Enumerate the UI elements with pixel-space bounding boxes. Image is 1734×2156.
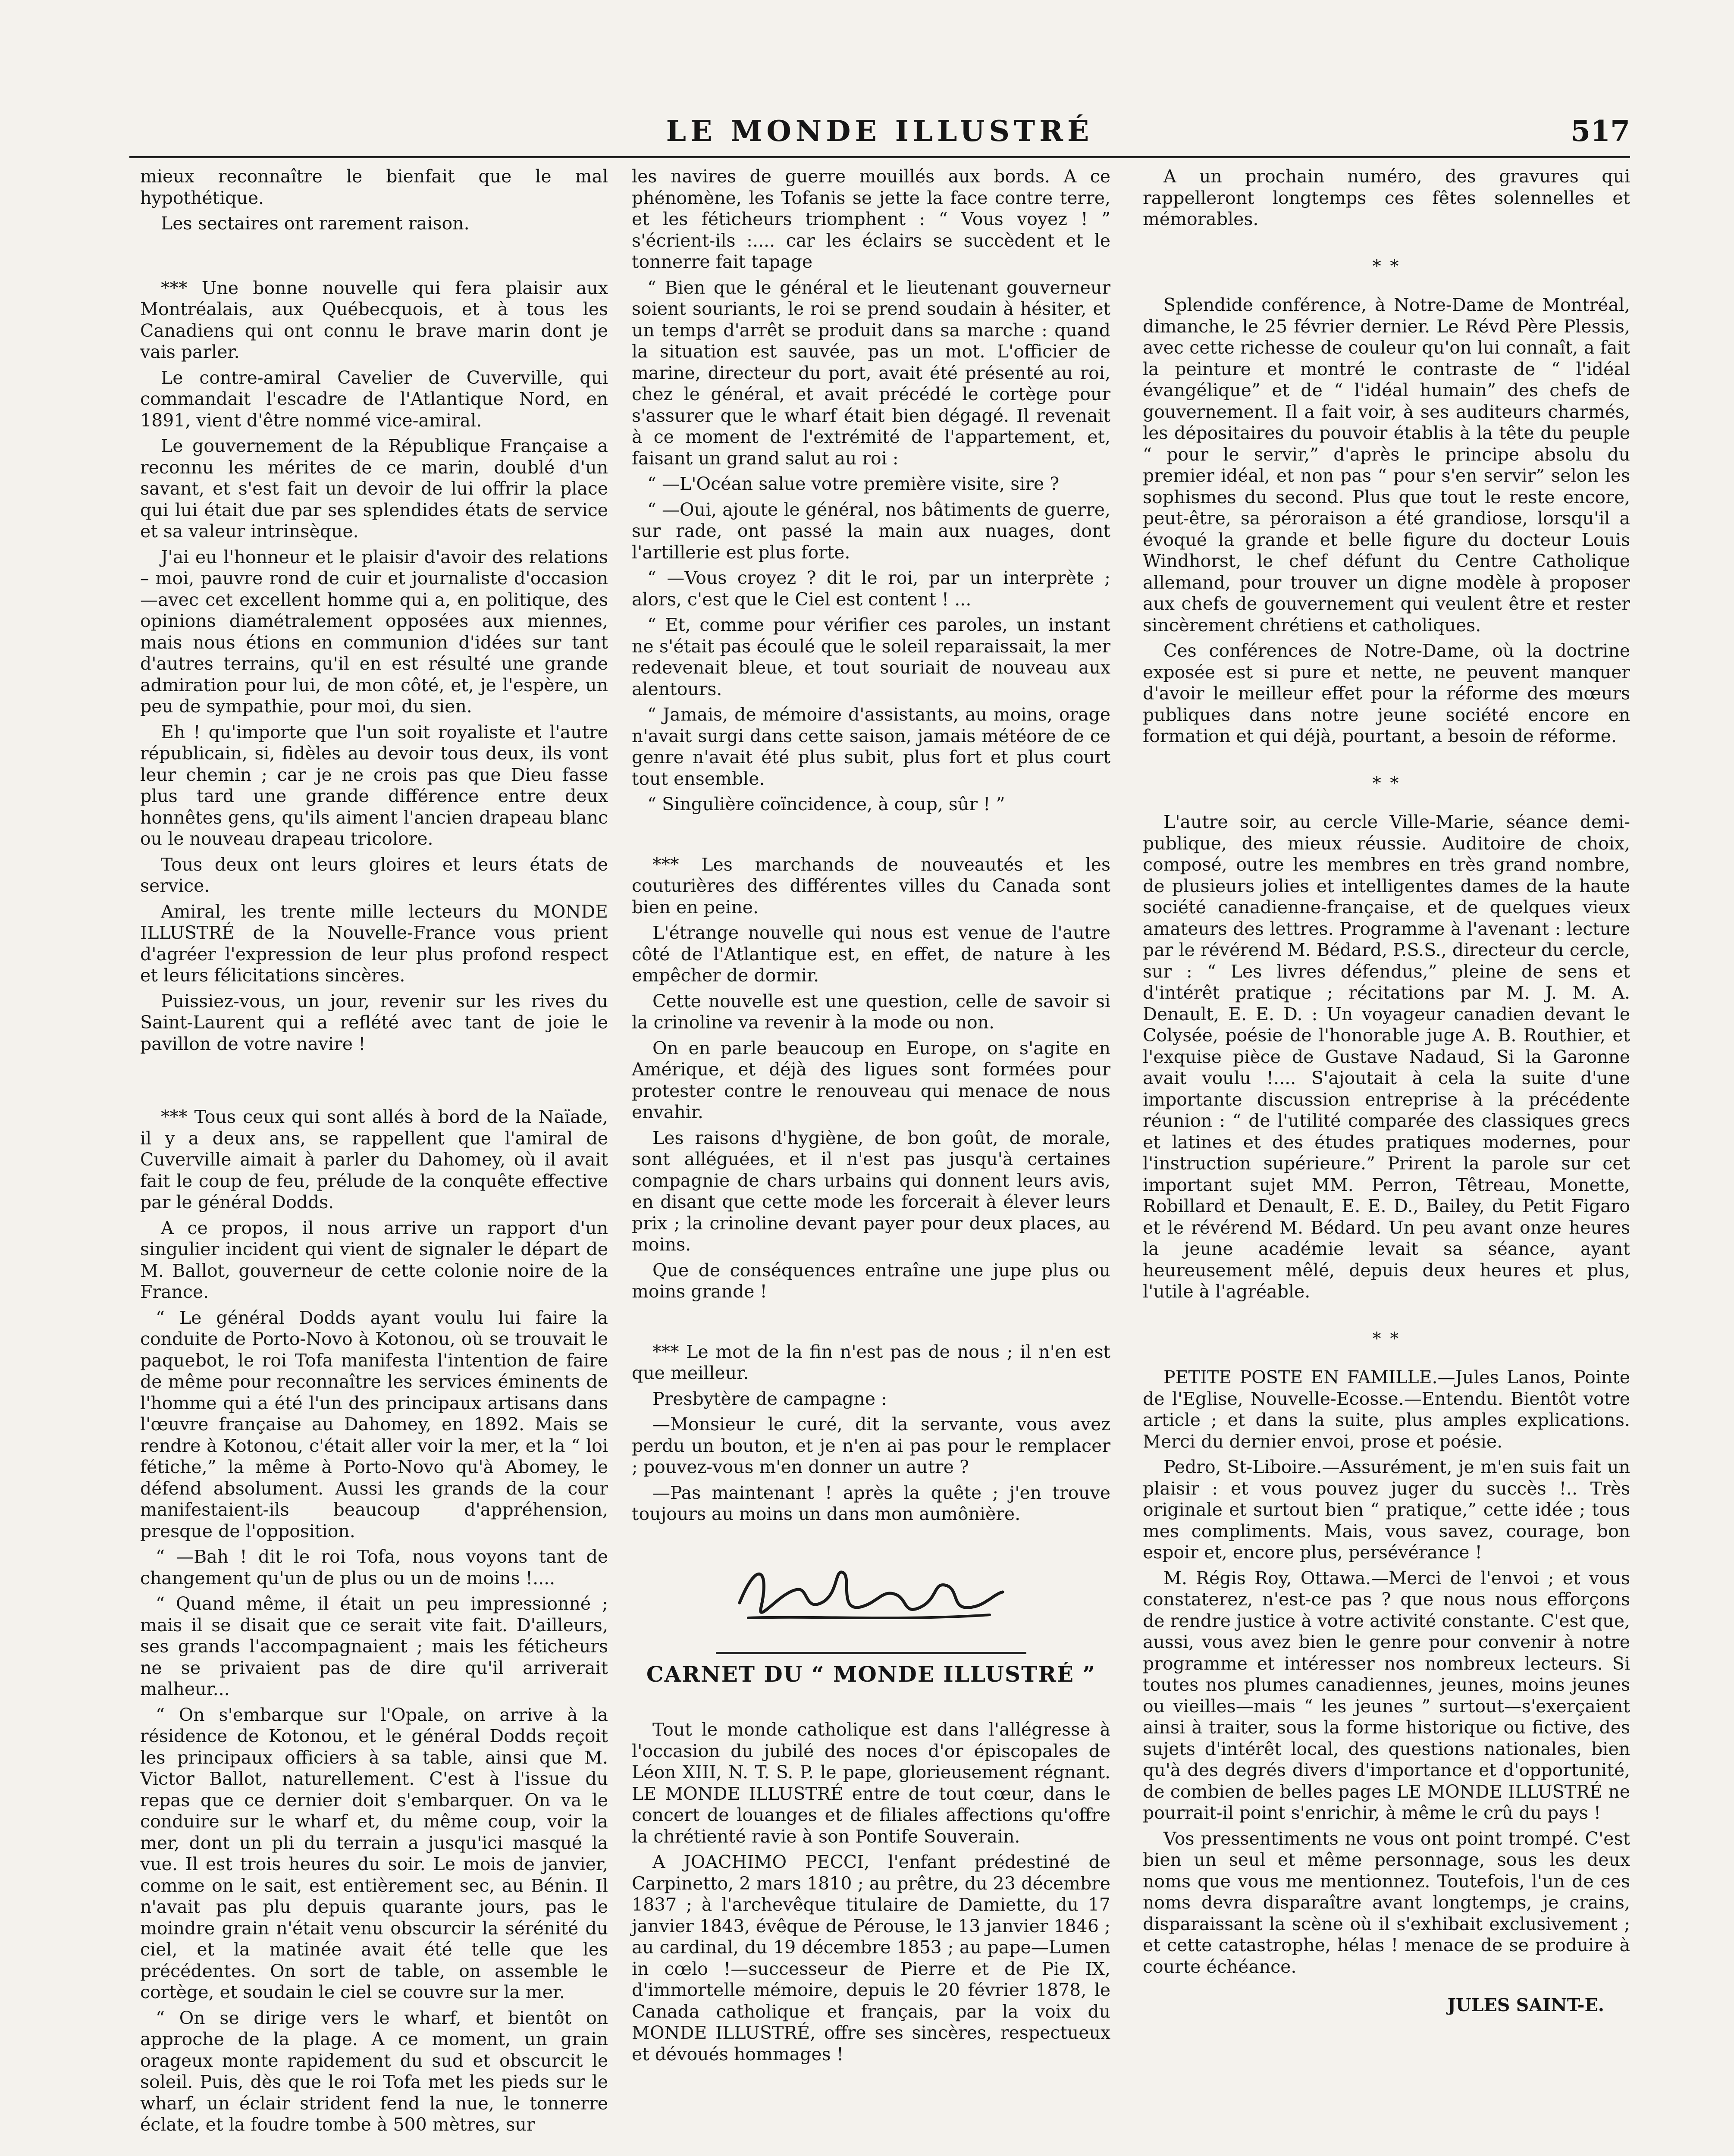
- col2-paragraph: Les raisons d'hygiène, de bon goût, de morale, sont alléguées, et il n'est pas jusqu'à certaines compagnie de chars urbains qui donnent leurs avis, en disant que cette mode les forcerait à élever leurs prix ; la crinoline devant payer pour deux places, au moins.: [632, 1127, 1110, 1255]
- col1-paragraph: “ Quand même, il était un peu impressionné ; mais il se disait que ce serait vite fait. D'ailleurs, ses grands l'accompagnaient ; mais les féticheurs ne se privaient pas de dire qu'il arriverait malheur...: [140, 1593, 608, 1699]
- col1-paragraph: “ Le général Dodds ayant voulu lui faire la conduite de Porto-Novo à Kotonou, où se trouvait le paquebot, le roi Tofa manifesta l'intention de faire de même pour reconnaître les services éminents de l'homme qui a été l'un des principaux artisans dans l'œuvre française au Dahomey, en 1892. Mais se rendre à Kotonou, c'était aller voir la mer, et la “ loi fétiche,” la même à Porto-Novo qu'à Abomey, le défend absolument. Aussi les grands de la cour manifestaient-ils beaucoup d'appréhension, presque de l'opposition.: [140, 1307, 608, 1542]
- col1-paragraph: J'ai eu l'honneur et le plaisir d'avoir des relations – moi, pauvre rond de cuir et journaliste d'occasion—avec cet excellent homme qui a, en politique, des opinions diamétralement opposées aux miennes, mais nous étions en communion d'idées sur tant d'autres terrains, qu'il en est résulté une grande admiration pour lui, de mon côté, et, je l'espère, un peu de sympathie, pour moi, du sien.: [140, 546, 608, 717]
- col2-paragraph: On en parle beaucoup en Europe, on s'agite en Amérique, et déjà des ligues sont formées pour protester contre le renouveau qui menace de nous envahir.: [632, 1037, 1110, 1122]
- col3-paragraph: L'autre soir, au cercle Ville-Marie, séance demi-publique, des mieux réussie. Auditoire de choix, composé, outre les membres en très grand nombre, de plusieurs jolies et intelligentes dames de la haute société canadienne-française, et de quelques vieux amateurs des lettres. Programme à l'avenant : lecture par le révérend M. Bédard, P.S.S., directeur du cercle, sur : “ Les livres défendus,” pleine de sens et d'intérêt pratique ; récitations par M. J. M. A. Denault, E. E. D. : Un voyageur canadien devant le Colysée, poésie de l'honorable juge A. B. Routhier, et l'exquise pièce de Gustave Nadaud, Si la Garonne avait voulu !.... S'ajoutait à cela la suite d'une importante discussion entreprise à la précédente réunion : “ de l'utilité comparée des classiques grecs et latines et des études pratiques modernes, pour l'instruction supérieure.” Prirent la parole sur cet important sujet MM. Perron, Têtreau, Monette, Robillard et Denault, E. E. D., Bailey, du Petit Figaro et le révérend M. Bédard. Un peu avant onze heures la jeune académie levait sa séance, ayant heureusement mêlé, depuis deux heures et plus, l'utile à l'agréable.: [1143, 812, 1630, 1302]
- column-2: [632, 166, 1110, 2069]
- col2-paragraph: —Monsieur le curé, dit la servante, vous avez perdu un bouton, et je n'en ai pas pour le remplacer ; pouvez-vous m'en donner un autre ?: [632, 1414, 1110, 1477]
- signature-scribble-icon: [731, 1542, 1007, 1637]
- col2-paragraph: *** Les marchands de nouveautés et les couturières des différentes villes du Canada sont bien en peine.: [632, 854, 1110, 918]
- col2-paragraph: Presbytère de campagne :: [652, 1388, 887, 1409]
- col1-paragraph: Le contre-amiral Cavelier de Cuverville, qui commandait l'escadre de l'Atlantique Nord, en 1891, vient d'être nommé vice-amiral.: [140, 367, 608, 431]
- col2-paragraph: les navires de guerre mouillés aux bords. A ce phénomène, les Tofanis se jette la face contre terre, et les féticheurs triomphent : “ Vous voyez ! ” s'écrient-ils :.... car les éclairs se succèdent et le tonnerre fait tapage: [632, 166, 1110, 272]
- col2-paragraph: Que de conséquences entraîne une jupe plus ou moins grande !: [632, 1260, 1110, 1302]
- separator-asterisks: * *: [1372, 256, 1401, 276]
- publication-title: LE MONDE ILLUSTRÉ: [666, 114, 1094, 148]
- col2-paragraph: —Pas maintenant ! après la quête ; j'en trouve toujours au moins un dans mon aumônière.: [632, 1482, 1110, 1524]
- col3-paragraph: Vos pressentiments ne vous ont point trompé. C'est bien un seul et même personnage, sous les deux noms que vous me mentionnez. Toutefois, l'un de ces noms devra disparaître avant longtemps, je crains, disparaissant la scène où il s'exhibait exclusivement ; et cette catastrophe, hélas ! menace de se produire à courte échéance.: [1143, 1828, 1630, 1977]
- col1-paragraph: mieux reconnaître le bienfait que le mal hypothétique.: [140, 166, 608, 208]
- col1-paragraph: A ce propos, il nous arrive un rapport d'un singulier incident qui vient de signaler le départ de M. Ballot, gouverneur de cette colonie noire de la France.: [140, 1217, 608, 1302]
- col2-paragraph: Cette nouvelle est une question, celle de savoir si la crinoline va revenir à la mode ou non.: [632, 990, 1110, 1033]
- col3-paragraph: Splendide conférence, à Notre-Dame de Montréal, dimanche, le 25 février dernier. Le Révd Père Plessis, avec cette richesse de couleur qu'on lui connaît, a fait la peinture et montré le contraste de “ l'idéal évangélique” et de “ l'idéal humain” des chefs de gouvernement. Il a fait voir, à ses auditeurs charmés, les dépositaires du pouvoir établis à la tête du peuple “ pour le servir,” d'après le principe absolu du premier idéal, et non pas “ pour s'en servir” selon les sophismes du second. Plus que tout le reste encore, peut-être, sa péroraison a été grandiose, lorsqu'il a évoqué la grande et belle figure du docteur Louis Windhorst, le chef défunt du Centre Catholique allemand, pour trouver un digne modèle à proposer aux chefs de gouvernement qui veulent être et rester sincèrement chrétiens et catholiques.: [1143, 295, 1630, 636]
- col2-paragraph: “ —Vous croyez ? dit le roi, par un interprète ; alors, c'est que le Ciel est content ! ...: [632, 567, 1110, 610]
- col1-paragraph: “ On s'embarque sur l'Opale, on arrive à la résidence de Kotonou, et le général Dodds reçoit les principaux officiers à sa table, ainsi que M. Victor Ballot, naturellement. C'est à l'issue du repas que ce dernier doit s'embarquer. On va le conduire sur le wharf et, du même coup, voir la mer, dont un pli du terrain a jusqu'ici masqué la vue. Il est trois heures du soir. Le mois de janvier, comme on le sait, est entièrement sec, au Bénin. Il n'avait pas plu depuis quarante jours, pas le moindre grain n'était venu obscurcir la sérénité du ciel, et la matinée avait été telle que les précédentes. On sort de table, on assemble le cortège, et soudain le ciel se couvre sur la mer.: [140, 1704, 608, 2002]
- header-rule: [129, 156, 1630, 158]
- page-number: 517: [1571, 114, 1630, 148]
- col1-paragraph: *** Tous ceux qui sont allés à bord de la Naïade, il y a deux ans, se rappellent que l'amiral de Cuverville aimait à parler du Dahomey, où il avait fait le coup de feu, prélude de la conquête effective par le général Dodds.: [140, 1106, 608, 1213]
- col1-paragraph: Amiral, les trente mille lecteurs du MONDE ILLUSTRÉ de la Nouvelle-France vous prient d'agréer l'expression de leur plus profond respect et leurs félicitations sincères.: [140, 901, 608, 986]
- col2-paragraph: “ —Oui, ajoute le général, nos bâtiments de guerre, sur rade, ont passé la main aux nuages, dont l'artillerie est plus forte.: [632, 499, 1110, 563]
- col2-paragraph: L'étrange nouvelle qui nous est venue de l'autre côté de l'Atlantique est, en effet, de nature à les empêcher de dormir.: [632, 922, 1110, 986]
- col3-paragraph: PETITE POSTE EN FAMILLE.—Jules Lanos, Pointe de l'Eglise, Nouvelle-Ecosse.—Entendu. Bientôt votre article ; et dans la suite, plus amples explications. Merci du dernier envoi, prose et poésie.: [1143, 1367, 1630, 1452]
- author-signature: JULES SAINT-E.: [1447, 1995, 1604, 2015]
- col2-paragraph: “ Singulière coïncidence, à coup, sûr ! ”: [647, 794, 1005, 815]
- col1-paragraph: Les sectaires ont rarement raison.: [161, 213, 470, 234]
- column-1: [140, 166, 608, 2140]
- col2-paragraph: A JOACHIMO PECCI, l'enfant prédestiné de Carpinetto, 2 mars 1810 ; au prêtre, du 23 décembre 1837 ; à l'archevêque titulaire de Damiette, du 17 janvier 1843, évêque de Pérouse, le 13 janvier 1846 ; au cardinal, du 19 décembre 1853 ; au pape—Lumen in cœlo !—successeur de Pierre et de Pie IX, d'immortelle mémoire, depuis le 20 février 1878, le Canada catholique et français, par la voix du MONDE ILLUSTRÉ, offre ses sincères, respectueux et dévoués hommages !: [632, 1852, 1110, 2065]
- handwritten-signature: [632, 1538, 1110, 1642]
- col3-paragraph: M. Régis Roy, Ottawa.—Merci de l'envoi ; et vous constaterez, n'est-ce pas ? que nous nous efforçons de rendre justice à votre activité constante. C'est que, aussi, vous avez bien le genre pour convenir à notre programme et intéresser nos nombreux lecteurs. Si toutes nos plumes canadiennes, jeunes, moins jeunes ou vieilles—mais “ les jeunes ” surtout—s'exerçaient ainsi à traiter, sous la forme historique ou fictive, des sujets d'intérêt local, des questions nationales, bien qu'à des degrés divers d'importance et d'opportunité, de combien de belles pages LE MONDE ILLUSTRÉ ne pourrait-il point s'enrichir, à même le crû du pays !: [1143, 1567, 1630, 1823]
- col3-paragraph: Ces conférences de Notre-Dame, où la doctrine exposée est si pure et nette, ne peuvent manquer d'avoir le meilleur effet pour la réforme des mœurs publiques dans notre jeune société encore en formation et qui déjà, pourtant, a besoin de réforme.: [1143, 640, 1630, 746]
- col2-paragraph: “ —L'Océan salue votre première visite, sire ?: [647, 473, 1060, 494]
- col1-paragraph: *** Une bonne nouvelle qui fera plaisir aux Montréalais, aux Québecquois, et à tous les Canadiens qui ont connu le brave marin dont je vais parler.: [140, 277, 608, 362]
- col2-paragraph: “ Bien que le général et le lieutenant gouverneur soient souriants, le roi se prend soudain à hésiter, et un temps d'arrêt se produit dans sa marche : quand la situation est sauvée, pas un mot. L'officier de marine, directeur du port, avait été présenté au roi, chez le général, et avait précédé le cortège pour s'assurer que le wharf était bien dégagé. Il revenait à ce moment de l'extrémité de l'appartement, et, faisant un grand salut au roi :: [632, 277, 1110, 469]
- col1-paragraph: Le gouvernement de la République Française a reconnu les mérites de ce marin, doublé d'un savant, et s'est fait un devoir de lui offrir la place qui lui était due par ses splendides états de service et sa valeur intrinsèque.: [140, 436, 608, 542]
- col2-paragraph: “ Jamais, de mémoire d'assistants, au moins, orage n'avait surgi dans cette saison, jamais météore de ce genre n'avait été plus subit, plus fort et plus court tout ensemble.: [632, 704, 1110, 789]
- col2-paragraph: Tout le monde catholique est dans l'allégresse à l'occasion du jubilé des noces d'or épiscopales de Léon XIII, N. T. S. P. le pape, glorieusement régnant. LE MONDE ILLUSTRÉ entre de tout cœur, dans le concert de louanges et de filiales affections qu'offre la chrétienté ravie à son Pontife Souverain.: [632, 1719, 1110, 1847]
- col3-paragraph: A un prochain numéro, des gravures qui rappelleront longtemps ces fêtes solennelles et mémorables.: [1143, 166, 1630, 229]
- col3-paragraph: Pedro, St-Liboire.—Assurément, je m'en suis fait un plaisir : et vous pouvez juger du succès !.. Très originale et surtout bien “ pratique,” cette idée ; tous mes compliments. Mais, vous savez, courage, bon espoir et, encore plus, persévérance !: [1143, 1457, 1630, 1563]
- masthead: [129, 114, 1630, 153]
- col2-paragraph: “ Et, comme pour vérifier ces paroles, un instant ne s'était pas écoulé que le soleil reparaissait, la mer redevenait bleue, et tout souriait de nouveau aux alentours.: [632, 614, 1110, 699]
- col1-paragraph: Eh ! qu'importe que l'un soit royaliste et l'autre républicain, si, fidèles au devoir tous deux, ils vont leur chemin ; car je ne crois pas que Dieu fasse plus tard une grande différence entre deux honnêtes gens, qu'ils aiment l'ancien drapeau blanc ou le nouveau drapeau tricolore.: [140, 721, 608, 849]
- col2-paragraph: *** Le mot de la fin n'est pas de nous ; il n'en est que meilleur.: [632, 1341, 1110, 1383]
- col1-paragraph: Tous deux ont leurs gloires et leurs états de service.: [140, 854, 608, 896]
- col1-paragraph: Puissiez-vous, un jour, revenir sur les rives du Saint-Laurent qui a reflété avec tant de joie le pavillon de votre navire !: [140, 990, 608, 1054]
- col1-paragraph: “ —Bah ! dit le roi Tofa, nous voyons tant de changement qu'un de plus ou un de moins !....: [140, 1546, 608, 1589]
- separator-asterisks: * *: [1372, 1329, 1401, 1349]
- carnet-heading: CARNET DU “ MONDE ILLUSTRÉ ”: [646, 1661, 1096, 1687]
- separator-asterisks: * *: [1372, 773, 1401, 793]
- col1-paragraph: “ On se dirige vers le wharf, et bientôt on approche de la plage. A ce moment, un grain orageux monte rapidement du sud et obscurcit le soleil. Puis, dès que le roi Tofa met les pieds sur le wharf, un éclair strident fend la nue, le tonnerre éclate, et la foudre tombe à 500 mètres, sur: [140, 2007, 608, 2135]
- section-rule: [716, 1652, 1026, 1654]
- column-3: [1143, 166, 1630, 2016]
